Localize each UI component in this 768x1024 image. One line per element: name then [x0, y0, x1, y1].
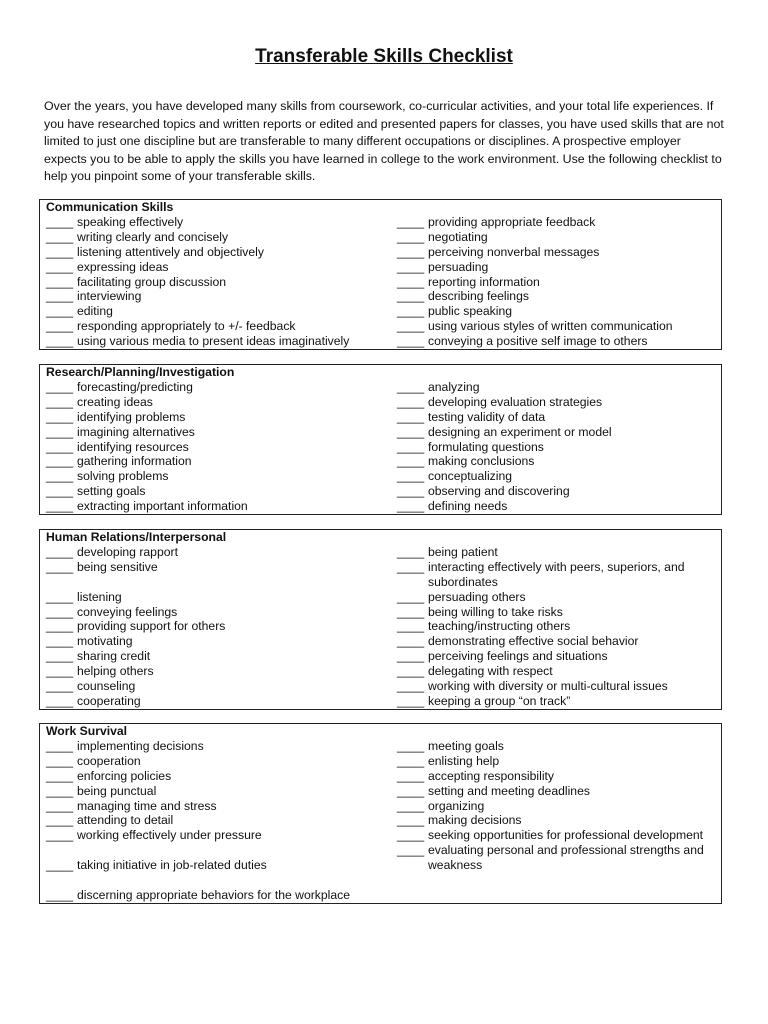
- checklist-item[interactable]: [397, 694, 716, 709]
- checklist-item[interactable]: [46, 605, 397, 620]
- item-label: enlisting help: [428, 753, 500, 768]
- item-label: expressing ideas: [77, 259, 169, 274]
- left-column: [46, 380, 397, 514]
- checklist-item[interactable]: [397, 769, 716, 784]
- right-column: [397, 380, 716, 514]
- checkbox-blank[interactable]: ____: [46, 214, 74, 229]
- item-label: discerning appropriate behaviors for the workplace: [77, 887, 351, 902]
- checklist-item[interactable]: [397, 245, 716, 260]
- checklist-item[interactable]: [46, 634, 397, 649]
- checkbox-blank[interactable]: ____: [397, 319, 425, 334]
- checkbox-blank[interactable]: ____: [397, 828, 425, 843]
- checklist-item[interactable]: [397, 754, 716, 769]
- checkbox-blank[interactable]: ____: [397, 619, 425, 634]
- checkbox-blank[interactable]: ____: [397, 649, 425, 664]
- checkbox-blank[interactable]: ____: [397, 813, 425, 828]
- checkbox-blank[interactable]: ____: [397, 484, 425, 499]
- section-communication-skills: [39, 199, 722, 350]
- checklist-item[interactable]: [397, 304, 716, 319]
- checkbox-blank[interactable]: ____: [46, 454, 74, 469]
- checklist-item[interactable]: [46, 230, 397, 245]
- checkbox-blank[interactable]: ____: [46, 559, 74, 574]
- item-label: speaking effectively: [77, 214, 184, 229]
- item-label: being sensitive: [77, 559, 158, 574]
- checkbox-blank[interactable]: ____: [46, 828, 74, 843]
- checkbox-blank[interactable]: ____: [46, 484, 74, 499]
- checkbox-blank[interactable]: ____: [46, 304, 74, 319]
- item-label: developing rapport: [77, 544, 178, 559]
- item-label: motivating: [77, 634, 133, 649]
- item-label: cooperation: [77, 753, 141, 768]
- item-label: negotiating: [428, 229, 488, 244]
- checklist-item[interactable]: [397, 275, 716, 290]
- checkbox-blank[interactable]: ____: [397, 783, 425, 798]
- item-label: listening: [77, 589, 122, 604]
- item-label: perceiving nonverbal messages: [428, 244, 600, 259]
- section-work-survival: [39, 723, 722, 904]
- checkbox-blank[interactable]: ____: [397, 843, 425, 858]
- checkbox-blank[interactable]: ____: [46, 753, 74, 768]
- item-label: persuading: [428, 259, 489, 274]
- checklist-item[interactable]: [46, 784, 397, 799]
- checklist-item[interactable]: [46, 334, 397, 349]
- checklist-item[interactable]: [397, 425, 716, 440]
- checklist-item[interactable]: [46, 739, 397, 754]
- checkbox-blank[interactable]: ____: [397, 304, 425, 319]
- checkbox-blank[interactable]: ____: [46, 858, 74, 873]
- checkbox-blank[interactable]: ____: [46, 783, 74, 798]
- item-label: seeking opportunities for professional development: [428, 828, 704, 843]
- checklist-item[interactable]: [46, 590, 397, 605]
- item-label: demonstrating effective social behavior: [428, 634, 639, 649]
- item-label: forecasting/predicting: [77, 379, 193, 394]
- item-label: listening attentively and objectively: [77, 244, 264, 259]
- item-label: conveying a positive self image to others: [428, 334, 648, 349]
- checklist-item[interactable]: [397, 499, 716, 514]
- checkbox-blank[interactable]: ____: [46, 649, 74, 664]
- checkbox-blank[interactable]: ____: [397, 424, 425, 439]
- item-label: evaluating personal and professional strengths and weakness: [428, 843, 704, 873]
- right-column: [397, 739, 716, 903]
- checklist-item[interactable]: [397, 649, 716, 664]
- checklist-item[interactable]: [397, 380, 716, 395]
- checkbox-blank[interactable]: ____: [46, 499, 74, 514]
- checklist-item[interactable]: [397, 619, 716, 634]
- item-label: being punctual: [77, 783, 157, 798]
- checklist-item[interactable]: [397, 813, 716, 828]
- checklist-item[interactable]: [46, 469, 397, 484]
- item-label: public speaking: [428, 304, 513, 319]
- item-label: gathering information: [77, 454, 192, 469]
- checkbox-blank[interactable]: ____: [46, 334, 74, 349]
- checkbox-blank[interactable]: ____: [397, 334, 425, 349]
- checkbox-blank[interactable]: ____: [397, 634, 425, 649]
- checklist-item[interactable]: [46, 454, 397, 469]
- checkbox-blank[interactable]: ____: [46, 244, 74, 259]
- checkbox-blank[interactable]: ____: [46, 693, 74, 708]
- item-label: responding appropriately to +/- feedback: [77, 319, 296, 334]
- checklist-item[interactable]: [46, 754, 397, 769]
- section-title: Human Relations/Interpersonal: [46, 530, 227, 544]
- checklist-item[interactable]: [46, 425, 397, 440]
- checkbox-blank[interactable]: ____: [397, 738, 425, 753]
- intro-paragraph: Over the years, you have developed many skills from coursework, co-curricular activities, and your total life experiences. If you have researched topics and written reports or edited and presented papers for classes, you have used skills that are not limited to just one discipline but are transferable to many different occupations or disciplines. A prospective employer expects you to be able to apply the skills you have learned in college to the work environment. Use the following checklist to help you pinpoint some of your transferable skills.: [44, 99, 724, 184]
- item-label: making conclusions: [428, 454, 535, 469]
- item-label: accepting responsibility: [428, 768, 555, 783]
- checkbox-blank[interactable]: ____: [397, 693, 425, 708]
- checklist-item[interactable]: [397, 410, 716, 425]
- checkbox-blank[interactable]: ____: [397, 664, 425, 679]
- checkbox-blank[interactable]: ____: [397, 589, 425, 604]
- item-label: analyzing: [428, 379, 480, 394]
- item-label: persuading others: [428, 589, 526, 604]
- checklist-item[interactable]: [46, 440, 397, 455]
- section-title: Research/Planning/Investigation: [46, 365, 235, 379]
- checklist-item[interactable]: [46, 289, 397, 304]
- checkbox-blank[interactable]: ____: [397, 798, 425, 813]
- checkbox-blank[interactable]: ____: [397, 604, 425, 619]
- checkbox-blank[interactable]: ____: [46, 619, 74, 634]
- checkbox-blank[interactable]: ____: [46, 319, 74, 334]
- item-label: identifying resources: [77, 439, 189, 454]
- item-label: creating ideas: [77, 394, 153, 409]
- checklist-item[interactable]: [46, 499, 397, 514]
- checklist-item[interactable]: [397, 679, 716, 694]
- checkbox-blank[interactable]: ____: [397, 679, 425, 694]
- item-label: setting goals: [77, 484, 146, 499]
- item-label: providing support for others: [77, 619, 226, 634]
- checkbox-blank[interactable]: ____: [46, 887, 74, 902]
- item-label: extracting important information: [77, 499, 248, 514]
- checkbox-blank[interactable]: ____: [46, 379, 74, 394]
- item-label: managing time and stress: [77, 798, 217, 813]
- page-title: Transferable Skills Checklist: [255, 46, 513, 67]
- checklist-item[interactable]: [397, 605, 716, 620]
- checkbox-blank[interactable]: ____: [397, 559, 425, 574]
- checkbox-blank[interactable]: ____: [46, 259, 74, 274]
- checklist-item[interactable]: [397, 664, 716, 679]
- checkbox-blank[interactable]: ____: [46, 604, 74, 619]
- checkbox-blank[interactable]: ____: [46, 274, 74, 289]
- section-human-relations: [39, 529, 722, 710]
- checkbox-blank[interactable]: ____: [46, 469, 74, 484]
- checkbox-blank[interactable]: ____: [397, 214, 425, 229]
- item-label: enforcing policies: [77, 768, 172, 783]
- checklist-item[interactable]: [397, 395, 716, 410]
- right-column: [397, 545, 716, 709]
- item-label: providing appropriate feedback: [428, 214, 596, 229]
- checkbox-blank[interactable]: ____: [397, 753, 425, 768]
- checklist-item[interactable]: [46, 560, 397, 575]
- checklist-item[interactable]: [46, 888, 397, 903]
- checkbox-blank[interactable]: ____: [46, 289, 74, 304]
- checklist-item[interactable]: [46, 245, 397, 260]
- checkbox-blank[interactable]: ____: [46, 664, 74, 679]
- item-label: describing feelings: [428, 289, 529, 304]
- checkbox-blank[interactable]: ____: [46, 544, 74, 559]
- item-label: being willing to take risks: [428, 604, 563, 619]
- item-label: organizing: [428, 798, 485, 813]
- item-label: implementing decisions: [77, 738, 204, 753]
- checklist-item[interactable]: [397, 440, 716, 455]
- checklist-item[interactable]: [46, 694, 397, 709]
- checkbox-blank[interactable]: ____: [397, 289, 425, 304]
- item-label: perceiving feelings and situations: [428, 649, 608, 664]
- checkbox-blank[interactable]: ____: [46, 424, 74, 439]
- checklist-item[interactable]: [397, 230, 716, 245]
- checklist-item[interactable]: [397, 799, 716, 814]
- checkbox-blank[interactable]: ____: [397, 379, 425, 394]
- checklist-item[interactable]: [46, 799, 397, 814]
- checklist-item[interactable]: [397, 289, 716, 304]
- left-column: [46, 739, 397, 903]
- checklist-item[interactable]: [46, 649, 397, 664]
- item-label: attending to detail: [77, 813, 174, 828]
- item-label: formulating questions: [428, 439, 544, 454]
- checkbox-blank[interactable]: ____: [397, 544, 425, 559]
- checklist-item[interactable]: [46, 380, 397, 395]
- checklist-item[interactable]: [46, 215, 397, 230]
- checkbox-blank[interactable]: ____: [397, 229, 425, 244]
- checklist-item[interactable]: [397, 784, 716, 799]
- item-label: meeting goals: [428, 738, 504, 753]
- checklist-item[interactable]: [46, 679, 397, 694]
- checkbox-blank[interactable]: ____: [46, 439, 74, 454]
- item-label: delegating with respect: [428, 664, 553, 679]
- left-column: [46, 215, 397, 349]
- item-label: interviewing: [77, 289, 142, 304]
- item-label: designing an experiment or model: [428, 424, 612, 439]
- item-label: using various styles of written communication: [428, 319, 673, 334]
- item-label: working effectively under pressure: [77, 828, 262, 843]
- checklist-item[interactable]: [46, 545, 397, 560]
- item-label: facilitating group discussion: [77, 274, 227, 289]
- checklist-item[interactable]: [397, 319, 716, 334]
- left-column: [46, 545, 397, 709]
- checkbox-blank[interactable]: ____: [46, 634, 74, 649]
- checkbox-blank[interactable]: ____: [46, 768, 74, 783]
- checklist-item[interactable]: [46, 260, 397, 275]
- item-label: being patient: [428, 544, 498, 559]
- checkbox-blank[interactable]: ____: [397, 499, 425, 514]
- item-label: writing clearly and concisely: [77, 229, 229, 244]
- checklist-item[interactable]: [397, 484, 716, 499]
- item-label: setting and meeting deadlines: [428, 783, 590, 798]
- checkbox-blank[interactable]: ____: [397, 409, 425, 424]
- section-title: Communication Skills: [46, 200, 174, 214]
- item-label: conveying feelings: [77, 604, 178, 619]
- checklist-item[interactable]: [46, 275, 397, 290]
- checklist-item[interactable]: [397, 634, 716, 649]
- checklist-item[interactable]: [46, 664, 397, 679]
- item-label: identifying problems: [77, 409, 186, 424]
- checklist-item[interactable]: [397, 260, 716, 275]
- right-column: [397, 215, 716, 349]
- checklist-item[interactable]: [46, 395, 397, 410]
- checklist-item[interactable]: [397, 828, 716, 843]
- item-label: taking initiative in job-related duties: [77, 858, 267, 873]
- checklist-item[interactable]: [397, 560, 716, 590]
- checklist-item[interactable]: [397, 334, 716, 349]
- section-research-planning: [39, 364, 722, 515]
- checkbox-blank[interactable]: ____: [397, 244, 425, 259]
- item-label: using various media to present ideas imaginatively: [77, 334, 350, 349]
- item-label: teaching/instructing others: [428, 619, 571, 634]
- item-label: defining needs: [428, 499, 508, 514]
- item-label: counseling: [77, 679, 136, 694]
- item-label: solving problems: [77, 469, 169, 484]
- checkbox-blank[interactable]: ____: [397, 469, 425, 484]
- item-label: editing: [77, 304, 113, 319]
- checklist-item[interactable]: [46, 813, 397, 828]
- checkbox-blank[interactable]: ____: [397, 768, 425, 783]
- item-label: reporting information: [428, 274, 540, 289]
- item-label: interacting effectively with peers, superiors, and subordinates: [428, 559, 685, 589]
- checklist-item[interactable]: [397, 739, 716, 754]
- checklist-item[interactable]: [46, 828, 397, 843]
- checklist-item[interactable]: [46, 484, 397, 499]
- checkbox-blank[interactable]: ____: [46, 679, 74, 694]
- item-label: conceptualizing: [428, 469, 513, 484]
- checklist-item[interactable]: [397, 545, 716, 560]
- checklist-item[interactable]: [46, 858, 397, 873]
- item-label: testing validity of data: [428, 409, 546, 424]
- checklist-item[interactable]: [397, 215, 716, 230]
- checklist-item[interactable]: [46, 619, 397, 634]
- checklist-item[interactable]: [397, 590, 716, 605]
- item-label: helping others: [77, 664, 154, 679]
- checkbox-blank[interactable]: ____: [46, 409, 74, 424]
- item-label: working with diversity or multi-cultural issues: [428, 679, 668, 694]
- checkbox-blank[interactable]: ____: [46, 589, 74, 604]
- item-label: sharing credit: [77, 649, 151, 664]
- checkbox-blank[interactable]: ____: [397, 454, 425, 469]
- checkbox-blank[interactable]: ____: [397, 274, 425, 289]
- item-label: developing evaluation strategies: [428, 394, 603, 409]
- item-label: cooperating: [77, 693, 141, 708]
- checklist-item[interactable]: [397, 843, 716, 873]
- checklist-item[interactable]: [46, 304, 397, 319]
- checkbox-blank[interactable]: ____: [46, 394, 74, 409]
- checkbox-blank[interactable]: ____: [46, 229, 74, 244]
- checklist-item[interactable]: [397, 454, 716, 469]
- checkbox-blank[interactable]: ____: [397, 439, 425, 454]
- checklist-item[interactable]: [46, 410, 397, 425]
- section-title: Work Survival: [46, 724, 128, 738]
- checkbox-blank[interactable]: ____: [46, 813, 74, 828]
- item-label: keeping a group “on track”: [428, 693, 571, 708]
- checkbox-blank[interactable]: ____: [397, 394, 425, 409]
- item-label: making decisions: [428, 813, 522, 828]
- checklist-item[interactable]: [46, 319, 397, 334]
- checklist-item[interactable]: [397, 469, 716, 484]
- checkbox-blank[interactable]: ____: [46, 738, 74, 753]
- checkbox-blank[interactable]: ____: [397, 259, 425, 274]
- checkbox-blank[interactable]: ____: [46, 798, 74, 813]
- item-label: imagining alternatives: [77, 424, 195, 439]
- item-label: observing and discovering: [428, 484, 570, 499]
- checklist-item[interactable]: [46, 769, 397, 784]
